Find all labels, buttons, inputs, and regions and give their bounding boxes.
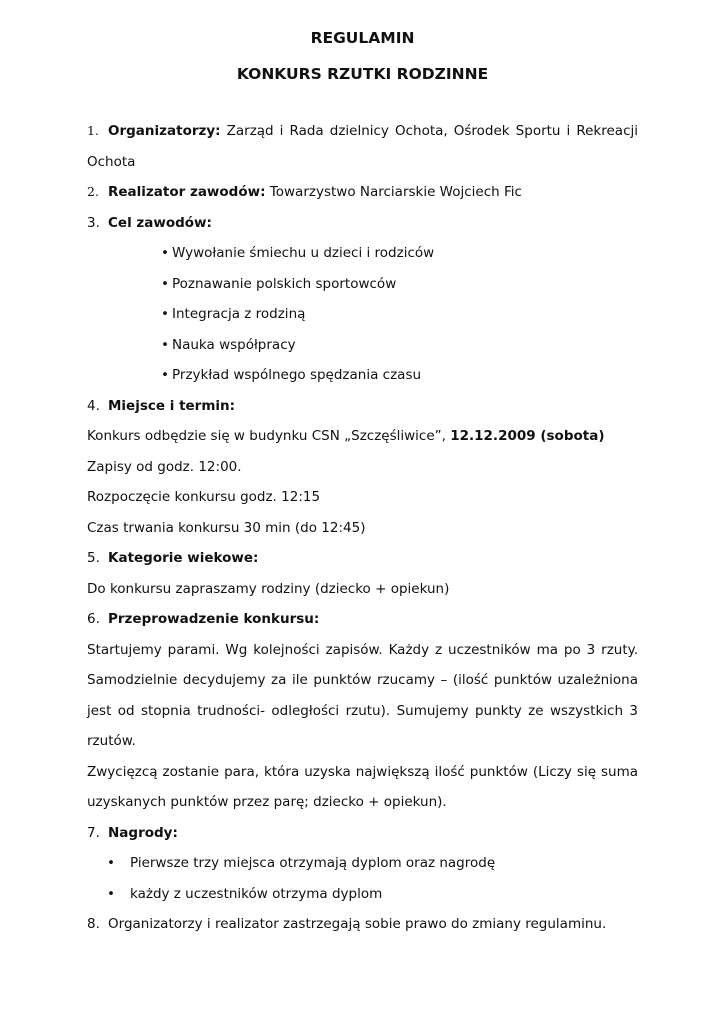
paragraph-line: rzutów. bbox=[87, 733, 136, 749]
section-text: Do konkursu zapraszamy rodziny (dziecko + opiekun) bbox=[87, 580, 450, 597]
section-label: Kategorie wiekowe: bbox=[108, 550, 259, 566]
list-item: • Pierwsze trzy miejsca otrzymają dyplom oraz nagrodę bbox=[87, 848, 638, 879]
section-label: Realizator zawodów: bbox=[108, 184, 266, 200]
section-number: 6. bbox=[87, 611, 100, 627]
section-5-age-categories bbox=[87, 543, 638, 574]
venue-text: Konkurs odbędzie się w budynku CSN „Szczęśliwice”, bbox=[87, 428, 446, 444]
bullet-icon: • bbox=[161, 306, 169, 322]
bullet-icon: • bbox=[161, 336, 169, 353]
section-label: Cel zawodów: bbox=[108, 214, 212, 231]
section-number: 4. bbox=[87, 397, 100, 414]
list-item: • każdy z uczestników otrzyma dyplom bbox=[87, 879, 638, 910]
paragraph-line: jest od stopnia trudności- odległości rzutu). Sumujemy punkty ze wszystkich 3 bbox=[87, 702, 638, 719]
paragraph-line: Startujemy parami. Wg kolejności zapisów. Każdy z uczestników ma po 3 rzuty. bbox=[87, 641, 638, 658]
section-3-goals bbox=[87, 208, 638, 239]
registration-time: Zapisy od godz. 12:00. bbox=[87, 458, 242, 475]
section-6-conduct bbox=[87, 604, 638, 635]
section-number: 5. bbox=[87, 550, 100, 566]
bullet-icon: • bbox=[161, 245, 169, 261]
start-time: Rozpoczęcie konkursu godz. 12:15 bbox=[87, 489, 321, 505]
section-label: Organizatorzy: bbox=[108, 123, 221, 139]
paragraph-line: uzyskanych punktów przez parę; dziecko + opiekun). bbox=[87, 794, 447, 810]
document-subtitle: KONKURS RZUTKI RODZINNE bbox=[236, 65, 489, 83]
section-label: Nagrody: bbox=[108, 824, 178, 841]
section-label: Miejsce i termin: bbox=[108, 397, 236, 414]
list-item: • Integracja z rodziną bbox=[87, 299, 638, 330]
section-2-realizer bbox=[87, 177, 638, 208]
section-1-continuation: Ochota bbox=[87, 153, 136, 170]
bullet-icon: • bbox=[161, 275, 169, 292]
document-title: REGULAMIN bbox=[310, 29, 415, 47]
duration: Czas trwania konkursu 30 min (do 12:45) bbox=[87, 519, 366, 536]
section-text: Towarzystwo Narciarskie Wojciech Fic bbox=[269, 184, 522, 200]
section-1-organizers bbox=[87, 116, 638, 147]
list-item: • Poznawanie polskich sportowców bbox=[87, 269, 638, 300]
event-date: 12.12.2009 (sobota) bbox=[450, 428, 605, 444]
section-7-prizes bbox=[87, 818, 638, 849]
section-text: Organizatorzy i realizator zastrzegają sobie prawo do zmiany regulaminu. bbox=[108, 916, 607, 932]
bullet-icon: • bbox=[107, 855, 115, 871]
section-text: Zarząd i Rada dzielnicy Ochota, Ośrodek Sportu i Rekreacji bbox=[226, 123, 638, 139]
list-item: • Wywołanie śmiechu u dzieci i rodziców bbox=[87, 238, 638, 269]
venue-line bbox=[87, 421, 638, 452]
section-number: 8. bbox=[87, 916, 100, 932]
paragraph-line: Zwycięzcą zostanie para, która uzyska największą ilość punktów (Liczy się suma bbox=[87, 763, 638, 780]
section-number: 7. bbox=[87, 824, 100, 841]
section-8-changes bbox=[87, 909, 638, 940]
paragraph-line: Samodzielnie decydujemy za ile punktów rzucamy – (ilość punktów uzależniona bbox=[87, 672, 638, 688]
bullet-icon: • bbox=[107, 885, 115, 902]
section-number: 1. bbox=[87, 123, 99, 138]
section-number: 3. bbox=[87, 214, 100, 231]
section-number: 2. bbox=[87, 184, 99, 199]
list-item: • Nauka współpracy bbox=[87, 330, 638, 361]
section-4-place-and-date bbox=[87, 391, 638, 422]
section-label: Przeprowadzenie konkursu: bbox=[108, 611, 320, 627]
bullet-icon: • bbox=[161, 367, 169, 383]
list-item: • Przykład wspólnego spędzania czasu bbox=[87, 360, 638, 391]
